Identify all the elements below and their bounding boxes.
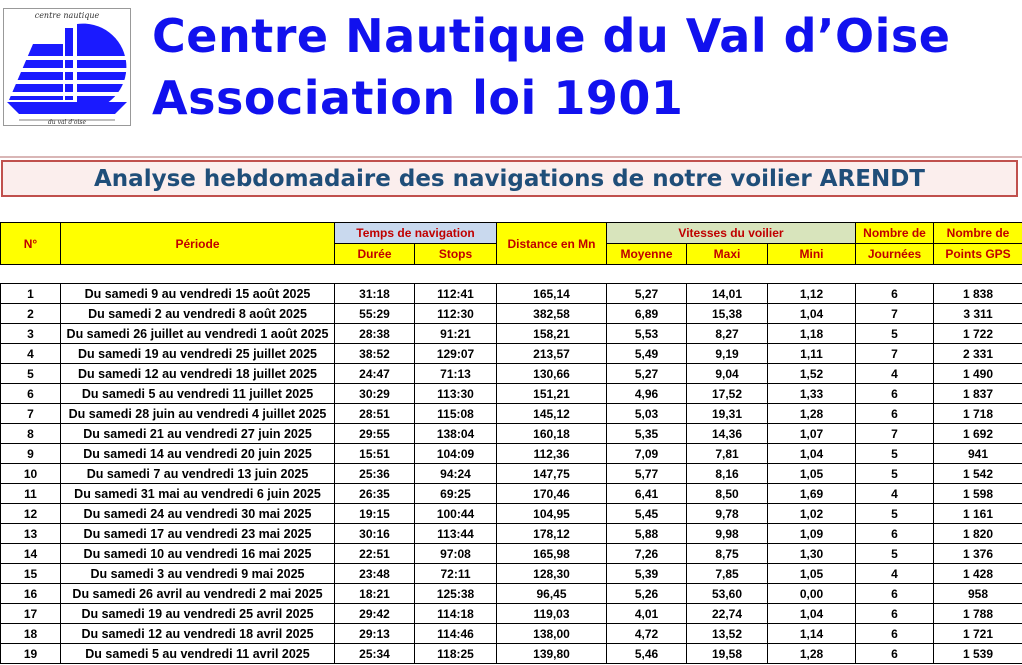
cell-stops: 71:13 xyxy=(415,364,497,384)
cell-distance: 119,03 xyxy=(497,604,607,624)
col-header-distance: Distance en Mn xyxy=(497,223,607,265)
cell-mini: 1,04 xyxy=(768,604,856,624)
cell-stops: 100:44 xyxy=(415,504,497,524)
cell-stops: 72:11 xyxy=(415,564,497,584)
cell-distance: 165,14 xyxy=(497,284,607,304)
cell-periode: Du samedi 26 avril au vendredi 2 mai 2025 xyxy=(61,584,335,604)
cell-n: 19 xyxy=(1,644,61,664)
cell-periode: Du samedi 5 au vendredi 11 avril 2025 xyxy=(61,644,335,664)
cell-stops: 129:07 xyxy=(415,344,497,364)
cell-moyenne: 5,35 xyxy=(607,424,687,444)
col-header-periode: Période xyxy=(61,223,335,265)
cell-maxi: 7,81 xyxy=(687,444,768,464)
cell-gps: 1 722 xyxy=(934,324,1022,344)
table-row xyxy=(1,464,1022,484)
cell-distance: 213,57 xyxy=(497,344,607,364)
cell-mini: 1,12 xyxy=(768,284,856,304)
report-title: Analyse hebdomadaire des navigations de notre voilier ARENDT xyxy=(94,165,925,192)
table-row xyxy=(1,424,1022,444)
cell-moyenne: 7,26 xyxy=(607,544,687,564)
cell-journees: 4 xyxy=(856,364,934,384)
cell-mini: 1,52 xyxy=(768,364,856,384)
cell-stops: 112:30 xyxy=(415,304,497,324)
cell-periode: Du samedi 2 au vendredi 8 août 2025 xyxy=(61,304,335,324)
cell-gps: 3 311 xyxy=(934,304,1022,324)
col-header-maxi: Maxi xyxy=(687,244,768,265)
cell-maxi: 53,60 xyxy=(687,584,768,604)
cell-maxi: 8,50 xyxy=(687,484,768,504)
table-row xyxy=(1,584,1022,604)
cell-moyenne: 5,88 xyxy=(607,524,687,544)
cell-distance: 147,75 xyxy=(497,464,607,484)
cell-moyenne: 5,27 xyxy=(607,284,687,304)
svg-text:du val d'oise: du val d'oise xyxy=(47,119,87,126)
col-header-mini: Mini xyxy=(768,244,856,265)
cell-periode: Du samedi 9 au vendredi 15 août 2025 xyxy=(61,284,335,304)
cell-moyenne: 5,03 xyxy=(607,404,687,424)
col-header-nombre-gps-top: Nombre de xyxy=(934,223,1022,244)
cell-periode: Du samedi 14 au vendredi 20 juin 2025 xyxy=(61,444,335,464)
cell-moyenne: 7,09 xyxy=(607,444,687,464)
cell-maxi: 13,52 xyxy=(687,624,768,644)
cell-mini: 1,33 xyxy=(768,384,856,404)
table-row xyxy=(1,364,1022,384)
cell-stops: 118:25 xyxy=(415,644,497,664)
cell-n: 5 xyxy=(1,364,61,384)
cell-n: 3 xyxy=(1,324,61,344)
col-header-nombre-journees-top: Nombre de xyxy=(856,223,934,244)
col-header-journees: Journées xyxy=(856,244,934,265)
cell-stops: 113:44 xyxy=(415,524,497,544)
cell-maxi: 9,19 xyxy=(687,344,768,364)
cell-journees: 6 xyxy=(856,284,934,304)
cell-journees: 5 xyxy=(856,544,934,564)
cell-duree: 19:15 xyxy=(335,504,415,524)
cell-mini: 1,11 xyxy=(768,344,856,364)
cell-journees: 7 xyxy=(856,304,934,324)
cell-stops: 97:08 xyxy=(415,544,497,564)
cell-n: 17 xyxy=(1,604,61,624)
cell-duree: 29:13 xyxy=(335,624,415,644)
cell-journees: 4 xyxy=(856,484,934,504)
cell-maxi: 14,01 xyxy=(687,284,768,304)
cell-duree: 26:35 xyxy=(335,484,415,504)
cell-duree: 31:18 xyxy=(335,284,415,304)
cell-distance: 178,12 xyxy=(497,524,607,544)
cell-journees: 6 xyxy=(856,384,934,404)
cell-journees: 7 xyxy=(856,424,934,444)
cell-mini: 1,28 xyxy=(768,404,856,424)
cell-moyenne: 4,96 xyxy=(607,384,687,404)
cell-duree: 29:55 xyxy=(335,424,415,444)
cell-distance: 130,66 xyxy=(497,364,607,384)
cell-gps: 1 490 xyxy=(934,364,1022,384)
cell-maxi: 9,04 xyxy=(687,364,768,384)
cell-maxi: 9,98 xyxy=(687,524,768,544)
table-row xyxy=(1,544,1022,564)
cell-journees: 6 xyxy=(856,404,934,424)
cell-journees: 5 xyxy=(856,504,934,524)
cell-periode: Du samedi 17 au vendredi 23 mai 2025 xyxy=(61,524,335,544)
cell-duree: 25:34 xyxy=(335,644,415,664)
table-row xyxy=(1,484,1022,504)
cell-distance: 112,36 xyxy=(497,444,607,464)
cell-duree: 55:29 xyxy=(335,304,415,324)
club-title: Centre Nautique du Val d’Oise xyxy=(152,9,951,63)
cell-mini: 1,14 xyxy=(768,624,856,644)
col-header-points-gps: Points GPS xyxy=(934,244,1022,265)
cell-stops: 114:46 xyxy=(415,624,497,644)
table-row xyxy=(1,624,1022,644)
table-row xyxy=(1,304,1022,324)
cell-duree: 30:29 xyxy=(335,384,415,404)
cell-stops: 113:30 xyxy=(415,384,497,404)
table-row xyxy=(1,404,1022,424)
cell-n: 18 xyxy=(1,624,61,644)
cell-moyenne: 5,26 xyxy=(607,584,687,604)
cell-journees: 7 xyxy=(856,344,934,364)
cell-moyenne: 5,46 xyxy=(607,644,687,664)
table-row xyxy=(1,284,1022,304)
cell-maxi: 22,74 xyxy=(687,604,768,624)
cell-gps: 941 xyxy=(934,444,1022,464)
cell-periode: Du samedi 12 au vendredi 18 avril 2025 xyxy=(61,624,335,644)
cell-moyenne: 5,45 xyxy=(607,504,687,524)
cell-journees: 5 xyxy=(856,324,934,344)
cell-stops: 91:21 xyxy=(415,324,497,344)
table-row xyxy=(1,644,1022,664)
cell-mini: 1,02 xyxy=(768,504,856,524)
cell-moyenne: 5,39 xyxy=(607,564,687,584)
cell-journees: 5 xyxy=(856,444,934,464)
cell-n: 1 xyxy=(1,284,61,304)
cell-duree: 25:36 xyxy=(335,464,415,484)
header-row-1 xyxy=(1,223,1022,244)
cell-journees: 6 xyxy=(856,644,934,664)
cell-moyenne: 4,72 xyxy=(607,624,687,644)
cell-periode: Du samedi 19 au vendredi 25 juillet 2025 xyxy=(61,344,335,364)
cell-distance: 158,21 xyxy=(497,324,607,344)
cell-gps: 1 788 xyxy=(934,604,1022,624)
cell-moyenne: 6,89 xyxy=(607,304,687,324)
cell-periode: Du samedi 21 au vendredi 27 juin 2025 xyxy=(61,424,335,444)
table-row xyxy=(1,444,1022,464)
cell-mini: 1,69 xyxy=(768,484,856,504)
cell-distance: 170,46 xyxy=(497,484,607,504)
cell-mini: 1,04 xyxy=(768,444,856,464)
cell-maxi: 19,31 xyxy=(687,404,768,424)
cell-periode: Du samedi 28 juin au vendredi 4 juillet 2025 xyxy=(61,404,335,424)
cell-maxi: 7,85 xyxy=(687,564,768,584)
cell-stops: 69:25 xyxy=(415,484,497,504)
table-row xyxy=(1,604,1022,624)
cell-mini: 1,07 xyxy=(768,424,856,444)
cell-n: 16 xyxy=(1,584,61,604)
col-header-duree: Durée xyxy=(335,244,415,265)
cell-journees: 4 xyxy=(856,564,934,584)
cell-gps: 1 376 xyxy=(934,544,1022,564)
navigation-table xyxy=(0,222,1022,664)
cell-maxi: 8,27 xyxy=(687,324,768,344)
cell-duree: 15:51 xyxy=(335,444,415,464)
cell-distance: 128,30 xyxy=(497,564,607,584)
cell-mini: 1,18 xyxy=(768,324,856,344)
cell-distance: 382,58 xyxy=(497,304,607,324)
spacer-row xyxy=(1,265,1022,284)
cell-moyenne: 5,77 xyxy=(607,464,687,484)
cell-maxi: 17,52 xyxy=(687,384,768,404)
cell-gps: 1 161 xyxy=(934,504,1022,524)
cell-periode: Du samedi 7 au vendredi 13 juin 2025 xyxy=(61,464,335,484)
cell-moyenne: 5,49 xyxy=(607,344,687,364)
cell-periode: Du samedi 24 au vendredi 30 mai 2025 xyxy=(61,504,335,524)
cell-periode: Du samedi 12 au vendredi 18 juillet 2025 xyxy=(61,364,335,384)
cell-maxi: 8,16 xyxy=(687,464,768,484)
cell-maxi: 9,78 xyxy=(687,504,768,524)
cell-distance: 165,98 xyxy=(497,544,607,564)
cell-duree: 22:51 xyxy=(335,544,415,564)
cell-distance: 104,95 xyxy=(497,504,607,524)
cell-mini: 1,04 xyxy=(768,304,856,324)
cell-maxi: 14,36 xyxy=(687,424,768,444)
cell-duree: 28:51 xyxy=(335,404,415,424)
cell-mini: 0,00 xyxy=(768,584,856,604)
cell-maxi: 19,58 xyxy=(687,644,768,664)
cell-journees: 6 xyxy=(856,524,934,544)
table-row xyxy=(1,384,1022,404)
cell-duree: 38:52 xyxy=(335,344,415,364)
cell-duree: 28:38 xyxy=(335,324,415,344)
cell-maxi: 8,75 xyxy=(687,544,768,564)
cell-duree: 24:47 xyxy=(335,364,415,384)
cell-stops: 125:38 xyxy=(415,584,497,604)
cell-gps: 1 838 xyxy=(934,284,1022,304)
cell-journees: 6 xyxy=(856,624,934,644)
cell-journees: 6 xyxy=(856,604,934,624)
cell-stops: 115:08 xyxy=(415,404,497,424)
cell-periode: Du samedi 5 au vendredi 11 juillet 2025 xyxy=(61,384,335,404)
cell-stops: 104:09 xyxy=(415,444,497,464)
cell-periode: Du samedi 26 juillet au vendredi 1 août 2025 xyxy=(61,324,335,344)
cell-periode: Du samedi 3 au vendredi 9 mai 2025 xyxy=(61,564,335,584)
cell-gps: 1 837 xyxy=(934,384,1022,404)
cell-periode: Du samedi 10 au vendredi 16 mai 2025 xyxy=(61,544,335,564)
cell-n: 13 xyxy=(1,524,61,544)
group-header-vitesses: Vitesses du voilier xyxy=(607,223,856,244)
cell-n: 12 xyxy=(1,504,61,524)
club-logo xyxy=(3,8,131,126)
cell-distance: 145,12 xyxy=(497,404,607,424)
cell-mini: 1,05 xyxy=(768,464,856,484)
cell-n: 11 xyxy=(1,484,61,504)
cell-n: 4 xyxy=(1,344,61,364)
table-row xyxy=(1,504,1022,524)
table-row xyxy=(1,524,1022,544)
cell-moyenne: 5,27 xyxy=(607,364,687,384)
cell-duree: 30:16 xyxy=(335,524,415,544)
cell-gps: 1 542 xyxy=(934,464,1022,484)
club-subtitle: Association loi 1901 xyxy=(152,71,684,125)
cell-n: 2 xyxy=(1,304,61,324)
cell-mini: 1,30 xyxy=(768,544,856,564)
cell-duree: 18:21 xyxy=(335,584,415,604)
cell-distance: 138,00 xyxy=(497,624,607,644)
cell-stops: 94:24 xyxy=(415,464,497,484)
cell-gps: 1 721 xyxy=(934,624,1022,644)
col-header-n: N° xyxy=(1,223,61,265)
cell-distance: 139,80 xyxy=(497,644,607,664)
cell-mini: 1,09 xyxy=(768,524,856,544)
cell-mini: 1,05 xyxy=(768,564,856,584)
cell-distance: 160,18 xyxy=(497,424,607,444)
header-separator xyxy=(0,156,1022,158)
cell-periode: Du samedi 31 mai au vendredi 6 juin 2025 xyxy=(61,484,335,504)
cell-n: 14 xyxy=(1,544,61,564)
cell-moyenne: 6,41 xyxy=(607,484,687,504)
cell-duree: 29:42 xyxy=(335,604,415,624)
cell-distance: 151,21 xyxy=(497,384,607,404)
cell-n: 15 xyxy=(1,564,61,584)
group-header-temps: Temps de navigation xyxy=(335,223,497,244)
cell-gps: 1 718 xyxy=(934,404,1022,424)
cell-distance: 96,45 xyxy=(497,584,607,604)
cell-gps: 1 539 xyxy=(934,644,1022,664)
cell-moyenne: 5,53 xyxy=(607,324,687,344)
cell-gps: 1 428 xyxy=(934,564,1022,584)
cell-moyenne: 4,01 xyxy=(607,604,687,624)
cell-n: 8 xyxy=(1,424,61,444)
cell-gps: 958 xyxy=(934,584,1022,604)
cell-n: 7 xyxy=(1,404,61,424)
table-row xyxy=(1,344,1022,364)
cell-stops: 114:18 xyxy=(415,604,497,624)
cell-gps: 1 820 xyxy=(934,524,1022,544)
col-header-moyenne: Moyenne xyxy=(607,244,687,265)
cell-journees: 6 xyxy=(856,584,934,604)
cell-gps: 1 598 xyxy=(934,484,1022,504)
report-banner xyxy=(1,160,1018,197)
cell-n: 6 xyxy=(1,384,61,404)
cell-gps: 1 692 xyxy=(934,424,1022,444)
table-row xyxy=(1,564,1022,584)
cell-journees: 5 xyxy=(856,464,934,484)
cell-n: 10 xyxy=(1,464,61,484)
cell-gps: 2 331 xyxy=(934,344,1022,364)
cell-stops: 112:41 xyxy=(415,284,497,304)
cell-mini: 1,28 xyxy=(768,644,856,664)
col-header-stops: Stops xyxy=(415,244,497,265)
table-row xyxy=(1,324,1022,344)
cell-n: 9 xyxy=(1,444,61,464)
svg-text:centre nautique: centre nautique xyxy=(34,11,100,20)
cell-duree: 23:48 xyxy=(335,564,415,584)
cell-stops: 138:04 xyxy=(415,424,497,444)
cell-periode: Du samedi 19 au vendredi 25 avril 2025 xyxy=(61,604,335,624)
cell-maxi: 15,38 xyxy=(687,304,768,324)
